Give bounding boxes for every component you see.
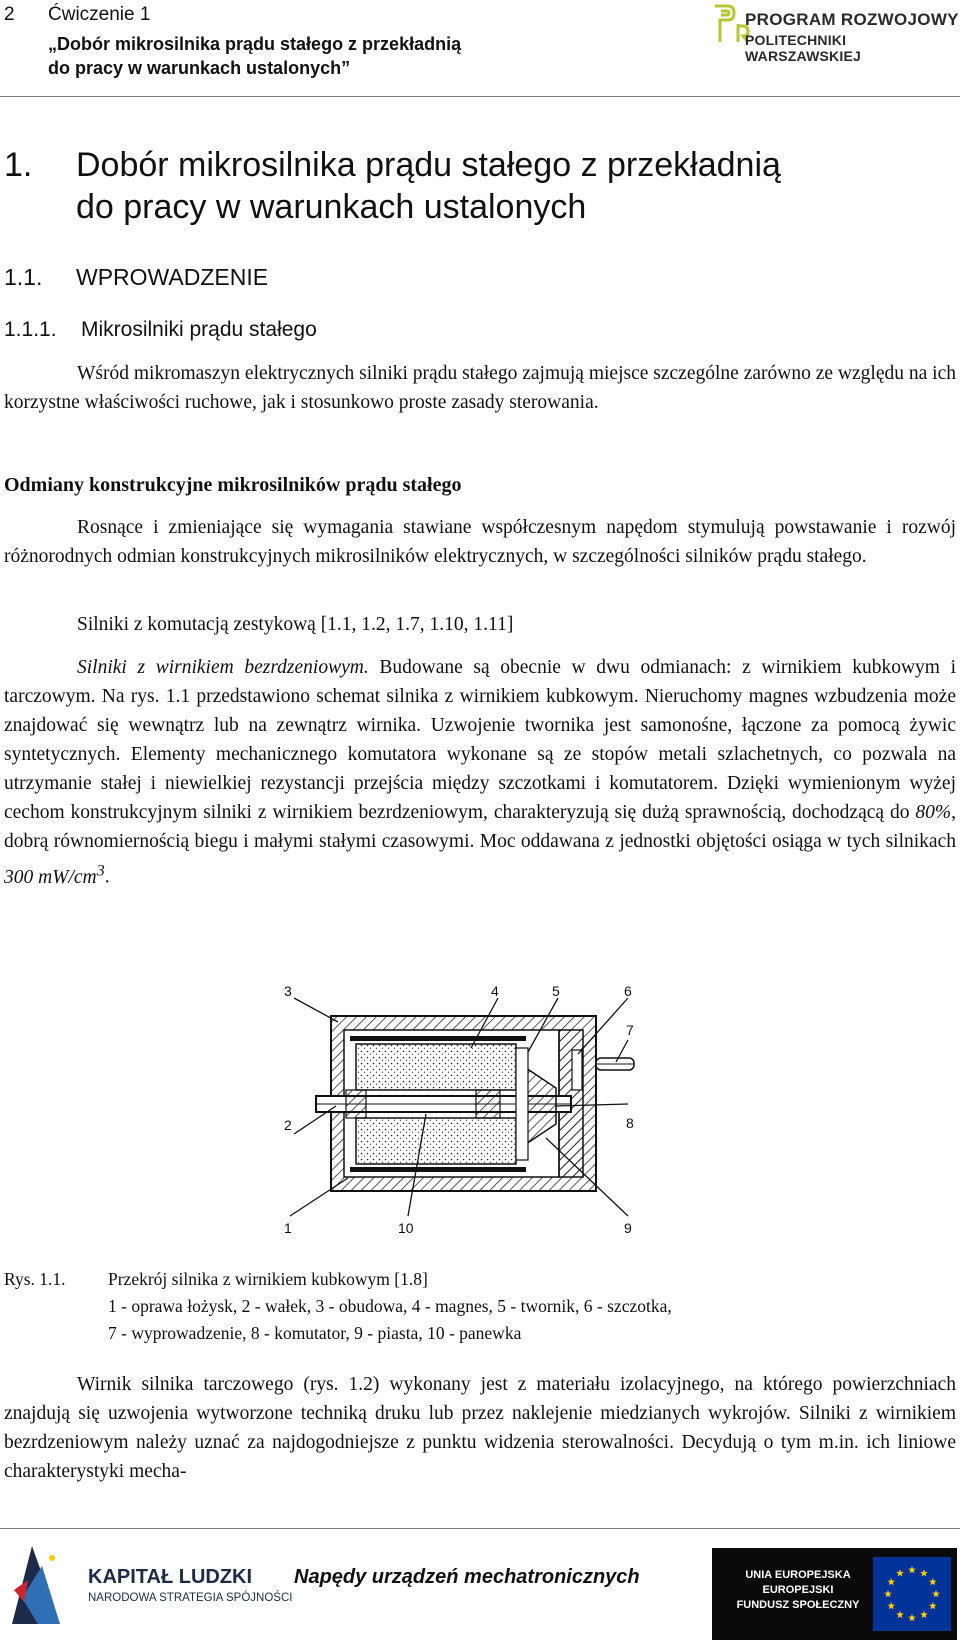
subsection-number: 1.1.1. [4,318,57,341]
kapital-ludzki-subtitle: NARODOWA STRATEGIA SPÓJNOŚCI [88,1592,293,1604]
chapter-title-line2: do pracy w warunkach ustalonych [76,188,587,226]
contact-commutation-line: Silniki z komutacją zestykową [1.1, 1.2, 1.7, 1.10, 1.11] [77,614,514,635]
label-8: 8 [626,1115,634,1131]
course-name: Napędy urządzeń mechatronicznych [294,1566,640,1588]
eu-flag-icon [873,1557,951,1631]
coreless-body2: , dobrą równomiernością biegu i małymi stałymi czasowymi. Moc oddawana z jednostki objętości osiąga w tych silnikach [4,802,956,852]
figure-caption-legend2: 7 - wyprowadzenie, 8 - komutator, 9 - piasta, 10 - panewka [108,1323,522,1343]
coreless-body1: Budowane są obecnie w dwu odmianach: z wirnikiem kubkowym i tarczowym. Na rys. 1.1 przedstawiono schemat silnika z wirnikiem kubkowym. Nieruchomy magnes wzbudzenia może znajdować się wewnątrz lub na zewnątrz wirnika. Uzwojenie twornika jest samonośne, łączone za pomocą żywic syntetycznych. Elementy mechanicznego komutatora wykonane są ze stopów metali szlachetnych, co pozwala na utrzymanie stałej i niewielkiej rezystancji przejścia między szczotkami i komutatorem. Dzięki wymienionym wyżej cechom konstrukcyjnym silniki z wirnikiem bezrdzeniowym, charakteryzują się dużą sprawnością, dochodzącą do [4,657,956,823]
coreless-end: . [104,866,110,888]
coreless-text [4,653,956,892]
logo-text-line1: PROGRAM ROZWOJOWY [745,10,959,29]
label-4: 4 [491,983,499,999]
intro-paragraph [4,359,956,417]
variants-text: Rosnące i zmieniające się wymagania stawiane współczesnym napędom stymulują powstawanie i rozwój różnorodnych odmian konstrukcyjnych mikrosilników elektrycznych, w szczególności silników prądu stałego. [4,517,956,567]
disc-rotor-text: Wirnik silnika tarczowego (rys. 1.2) wykonany jest z materiału izolacyjnego, na którego powierzchniach znajdują się uzwojenia wytworzone techniką druku lub przez naklejenie miedzianych wykrojów. Silniki z wirnikiem bezrdzeniowym należy uznać za najdogodniejsze z punktu widzenia sterowalności. Decydują o tym m.in. ich liniowe charakterystyki mecha- [4,1374,956,1482]
motor-cross-section-diagram [276,978,676,1238]
power-exponent: 3 [96,861,105,879]
header-title-line2: do pracy w warunkach ustalonych” [48,58,351,78]
figure-caption-legend1: 1 - oprawa łożysk, 2 - wałek, 3 - obudowa, 4 - magnes, 5 - twornik, 6 - szczotka, [108,1296,672,1316]
header-title-line1: „Dobór mikrosilnika prądu stałego z przekładnią [48,34,462,54]
magnet-part [356,1044,516,1090]
variants-paragraph [4,513,956,571]
coreless-paragraph [4,653,956,892]
label-5: 5 [552,983,560,999]
kapital-ludzki-title: KAPITAŁ LUDZKI [88,1566,253,1588]
efficiency-value: 80% [915,802,952,823]
chapter-title-line1: Dobór mikrosilnika prądu stałego z przekładnią [76,146,781,184]
label-1: 1 [284,1220,292,1236]
label-9: 9 [624,1220,632,1236]
logo-text-line2: POLITECHNIKI WARSZAWSKIEJ [745,32,861,64]
page-number: 2 [4,4,15,25]
footer-divider [0,1528,960,1529]
eu-line2: EUROPEJSKI [762,1584,834,1596]
section-number: 1.1. [4,264,43,290]
figure-caption-title: Przekrój silnika z wirnikiem kubkowym [1.8] [108,1269,428,1289]
section-title: WPROWADZENIE [76,264,269,290]
eu-line3: FUNDUSZ SPOŁECZNY [736,1599,860,1611]
disc-rotor-paragraph [4,1370,956,1486]
label-2: 2 [284,1117,292,1133]
coreless-title: Silniki z wirnikiem bezrdzeniowym. [77,657,369,678]
variants-heading: Odmiany konstrukcyjne mikrosilników prądu stałego [4,474,462,496]
label-10: 10 [398,1220,414,1236]
eu-line1: UNIA EUROPEJSKA [745,1569,851,1581]
chapter-number: 1. [4,146,33,184]
intro-text: Wśród mikromaszyn elektrycznych silniki prądu stałego zajmują miejsce szczególne zarówno ze względu na ich korzystne właściwości ruchowe, jak i stosunkowo proste zasady sterowania. [4,363,956,413]
kapital-ludzki-logo-icon [8,1540,66,1628]
eu-text [728,1568,868,1613]
label-6: 6 [624,983,632,999]
label-7: 7 [626,1022,634,1038]
subsection-title: Mikrosilniki prądu stałego [81,318,317,341]
label-3: 3 [284,983,292,999]
exercise-label: Ćwiczenie 1 [48,4,151,25]
figure-caption-label: Rys. 1.1. [4,1269,66,1289]
power-density-value: 300 $mW/cm^3$ [4,861,105,888]
header-divider [0,96,960,97]
